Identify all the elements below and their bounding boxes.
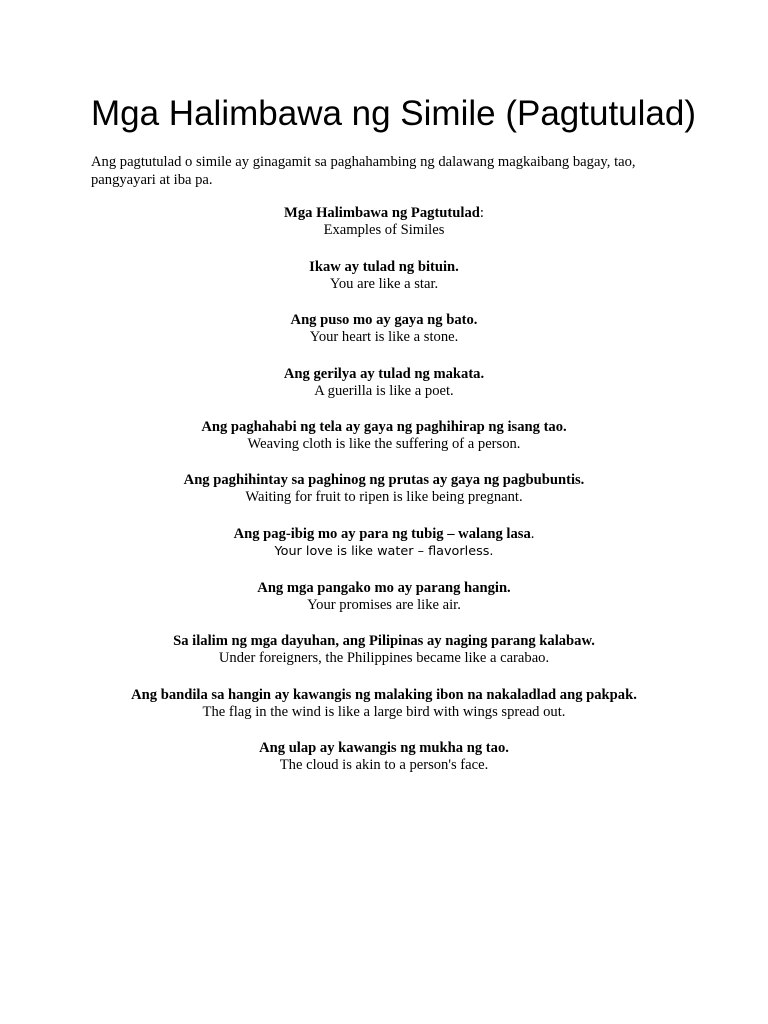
example-filipino: Ang mga pangako mo ay parang hangin.	[257, 580, 511, 596]
example-item	[0, 740, 768, 774]
example-filipino	[0, 526, 768, 543]
example-filipino: Ang bandila sa hangin ay kawangis ng malaking ibon na nakaladlad ang pakpak.	[131, 687, 637, 703]
example-filipino: Ang puso mo ay gaya ng bato.	[290, 312, 478, 328]
examples-heading-subtitle: Examples of Similes	[323, 222, 445, 238]
example-english: You are like a star.	[329, 276, 439, 292]
example-english: Your heart is like a stone.	[309, 329, 459, 345]
example-english: Your promises are like air.	[307, 597, 461, 613]
example-item	[0, 366, 768, 400]
example-item	[0, 687, 768, 721]
example-english: The cloud is akin to a person's face.	[279, 757, 489, 773]
example-filipino: Ang paghahabi ng tela ay gaya ng paghihirap ng isang tao.	[201, 419, 567, 435]
example-item	[0, 526, 768, 560]
example-english: Under foreigners, the Philippines became like a carabao.	[218, 650, 550, 666]
example-filipino: Sa ilalim ng mga dayuhan, ang Pilipinas ay naging parang kalabaw.	[173, 633, 595, 649]
intro-paragraph: Ang pagtutulad o simile ay ginagamit sa paghahambing ng dalawang magkaibang bagay, tao, pangyayari at iba pa.	[91, 154, 636, 188]
example-english: A guerilla is like a poet.	[314, 383, 454, 399]
example-filipino-period: .	[530, 526, 535, 542]
examples-heading-line	[0, 205, 768, 222]
examples-heading-title: Mga Halimbawa ng Pagtutulad	[284, 205, 480, 221]
example-item	[0, 259, 768, 293]
examples-heading-colon: :	[479, 205, 484, 221]
example-item	[0, 633, 768, 667]
example-filipino: Ikaw ay tulad ng bituin.	[309, 259, 459, 275]
example-english: Weaving cloth is like the suffering of a person.	[247, 436, 521, 452]
example-filipino: Ang paghihintay sa paghinog ng prutas ay gaya ng pagbubuntis.	[183, 472, 585, 488]
example-english: The flag in the wind is like a large bird with wings spread out.	[202, 704, 566, 720]
example-item	[0, 472, 768, 506]
example-english: Your love is like water – flavorless.	[274, 544, 494, 559]
example-item	[0, 312, 768, 346]
example-filipino: Ang gerilya ay tulad ng makata.	[283, 366, 485, 382]
example-filipino-text: Ang pag-ibig mo ay para ng tubig – walang lasa	[233, 526, 531, 542]
page-title: Mga Halimbawa ng Simile (Pagtutulad)	[91, 94, 696, 133]
example-item	[0, 580, 768, 614]
example-filipino: Ang ulap ay kawangis ng mukha ng tao.	[259, 740, 509, 756]
example-english: Waiting for fruit to ripen is like being pregnant.	[245, 489, 523, 505]
example-item	[0, 419, 768, 453]
examples-heading	[0, 205, 768, 239]
